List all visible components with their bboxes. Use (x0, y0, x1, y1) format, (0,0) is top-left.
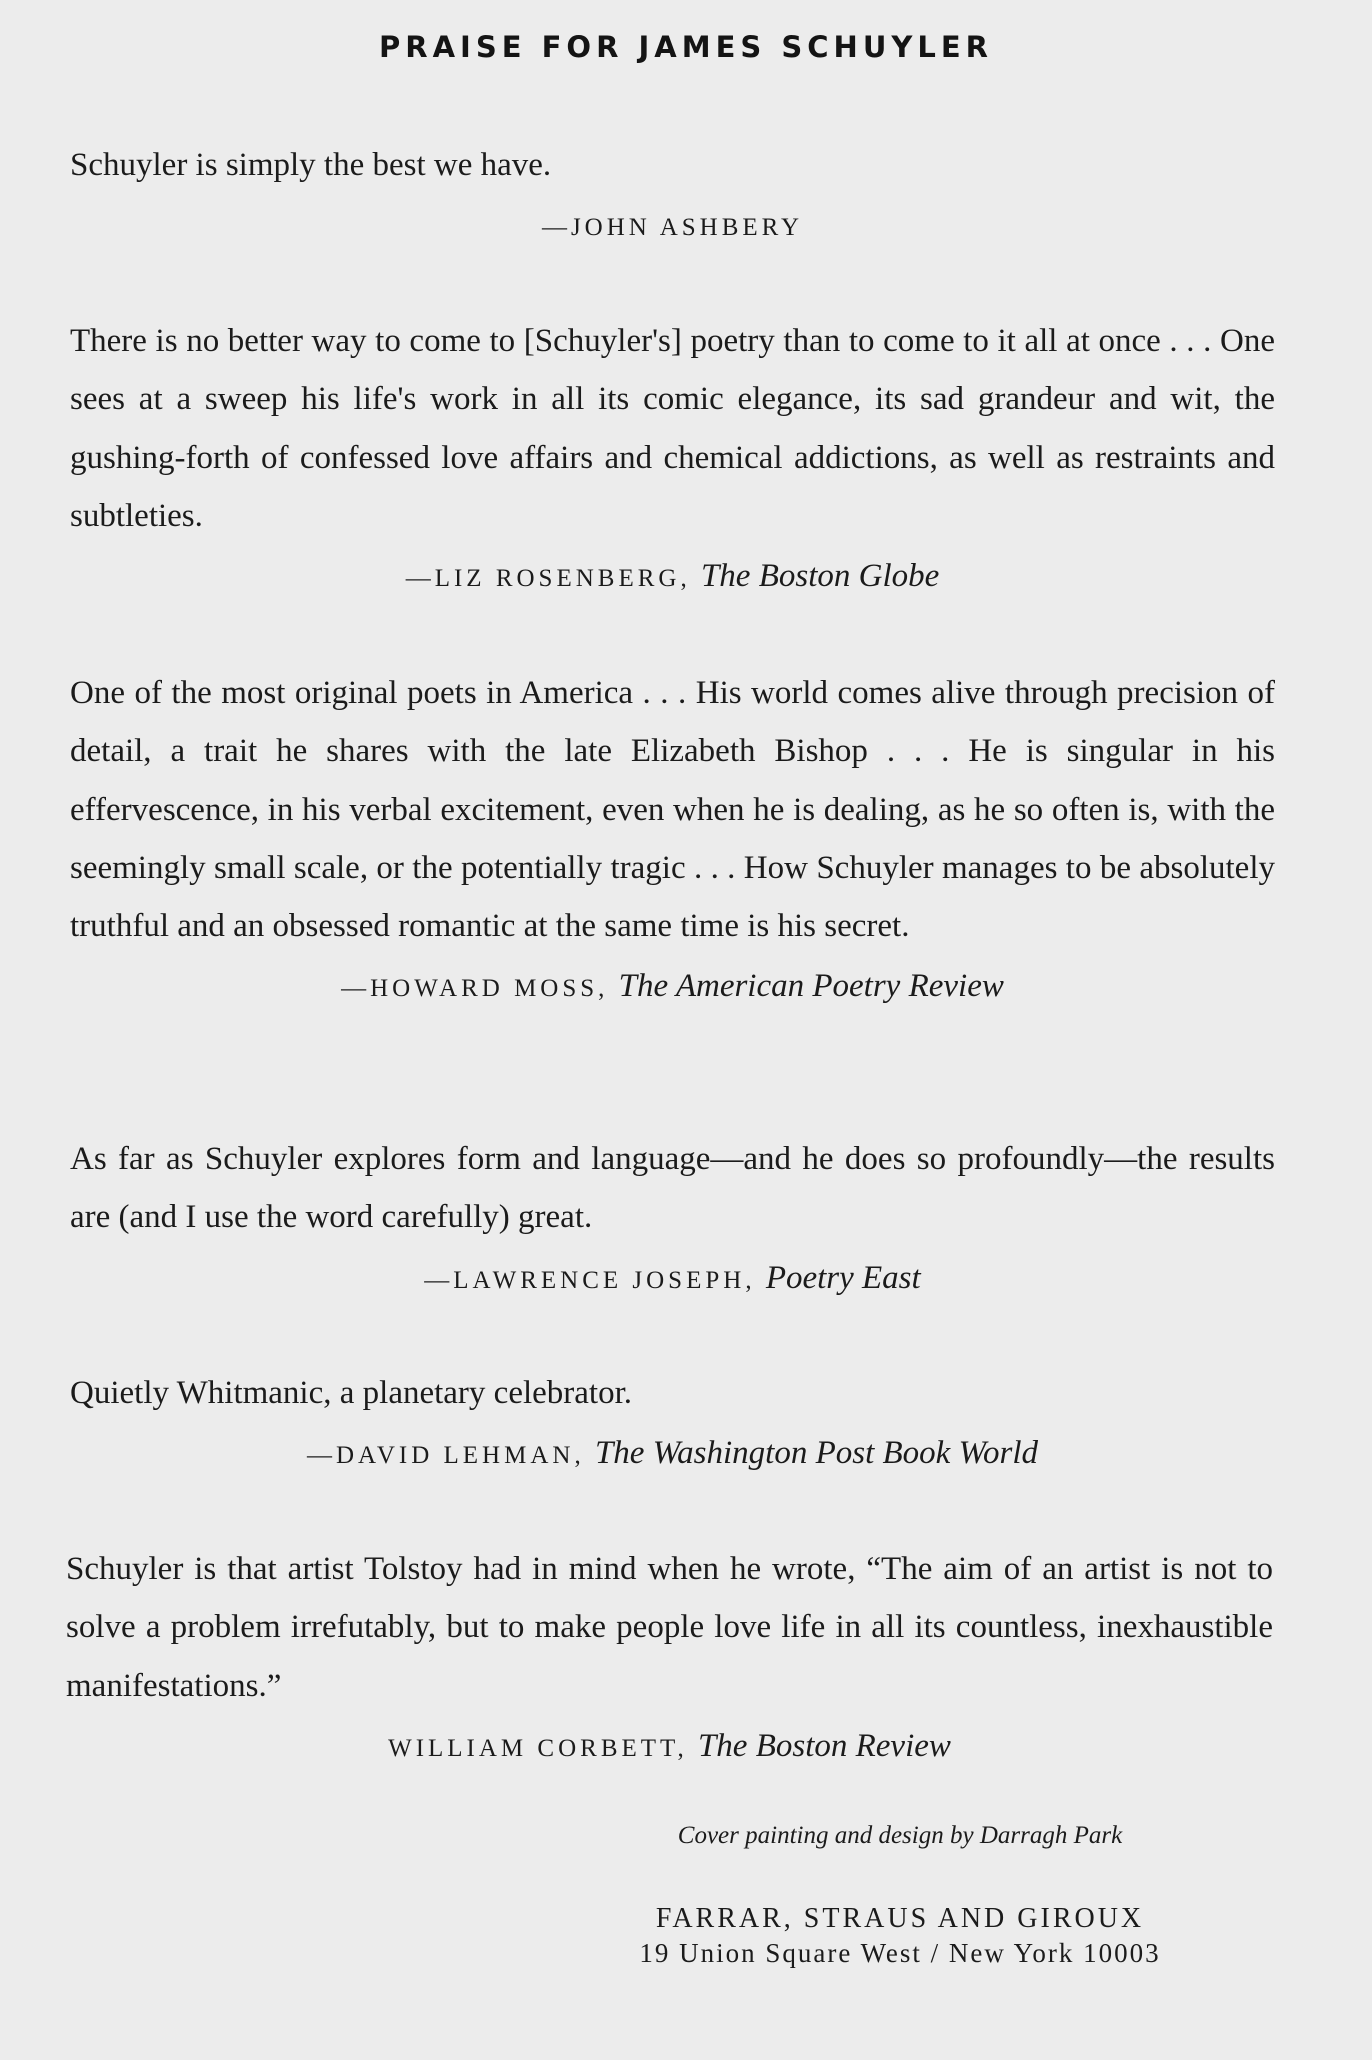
attribution-name: —HOWARD MOSS, (341, 975, 619, 1003)
quote-block (70, 1130, 1275, 1310)
cover-credit: Cover painting and design by Darragh Park (677, 1822, 1123, 1849)
publisher-block (580, 1902, 1220, 1970)
quote-attribution (70, 196, 1275, 257)
attribution-source: The Washington Post Book World (594, 1435, 1039, 1472)
attribution-name: —LAWRENCE JOSEPH, (424, 1266, 766, 1294)
quote-attribution (70, 1424, 1275, 1485)
attribution-source: The Boston Review (697, 1727, 951, 1764)
quote-attribution (70, 957, 1275, 1018)
attribution-name: WILLIAM CORBETT, (388, 1734, 698, 1762)
quote-attribution (70, 547, 1275, 608)
quote-text: There is no better way to come to [Schuyler's] poetry than to come to it all at once . . . One sees at a sweep his life's work in all its comic elegance, its sad grandeur and wit, the gushing-forth of confessed love affairs and chemical addictions, as well as restraints and subtleties. (70, 323, 1275, 534)
quote-block (70, 664, 1275, 1018)
attribution-source: The Boston Globe (700, 558, 940, 595)
attribution-name: —DAVID LEHMAN, (306, 1442, 595, 1470)
quote-block (70, 312, 1275, 608)
quote-text: As far as Schuyler explores form and language—and he does so profoundly—the results are (and I use the word carefully) great. (70, 1141, 1275, 1236)
quote-text: One of the most original poets in America . . . His world comes alive through precision of detail, a trait he shares with the late Elizabeth Bishop . . . He is singular in his effervescence, in his verbal excitement, even when he is dealing, as he so often is, with the seemingly small scale, or the potentially tragic . . . How Schuyler manages to be absolutely truthful and an obsessed romantic at the same time is his secret. (70, 675, 1275, 945)
quote-text: Quietly Whitmanic, a planetary celebrator. (70, 1375, 632, 1411)
quote-text: Schuyler is simply the best we have. (70, 147, 552, 183)
quote-block (66, 1540, 1273, 1778)
quote-attribution (66, 1717, 1273, 1778)
publisher-address: 19 Union Square West / New York 10003 (639, 1938, 1161, 1968)
attribution-source: Poetry East (765, 1259, 921, 1296)
attribution-source: The American Poetry Review (618, 968, 1004, 1005)
quote-block (70, 136, 1275, 257)
attribution-name: —LIZ ROSENBERG, (405, 565, 701, 593)
attribution-name: —JOHN ASHBERY (541, 214, 804, 242)
quote-attribution (70, 1249, 1275, 1310)
publisher-name: FARRAR, STRAUS AND GIROUX (655, 1903, 1145, 1934)
quote-text: Schuyler is that artist Tolstoy had in mind when he wrote, “The aim of an artist is not to solve a problem irrefutably, but to make people love life in all its countless, inexhaustible manifestations.” (66, 1551, 1273, 1704)
quote-block (70, 1364, 1275, 1485)
page-heading: PRAISE FOR JAMES SCHUYLER (379, 30, 993, 64)
